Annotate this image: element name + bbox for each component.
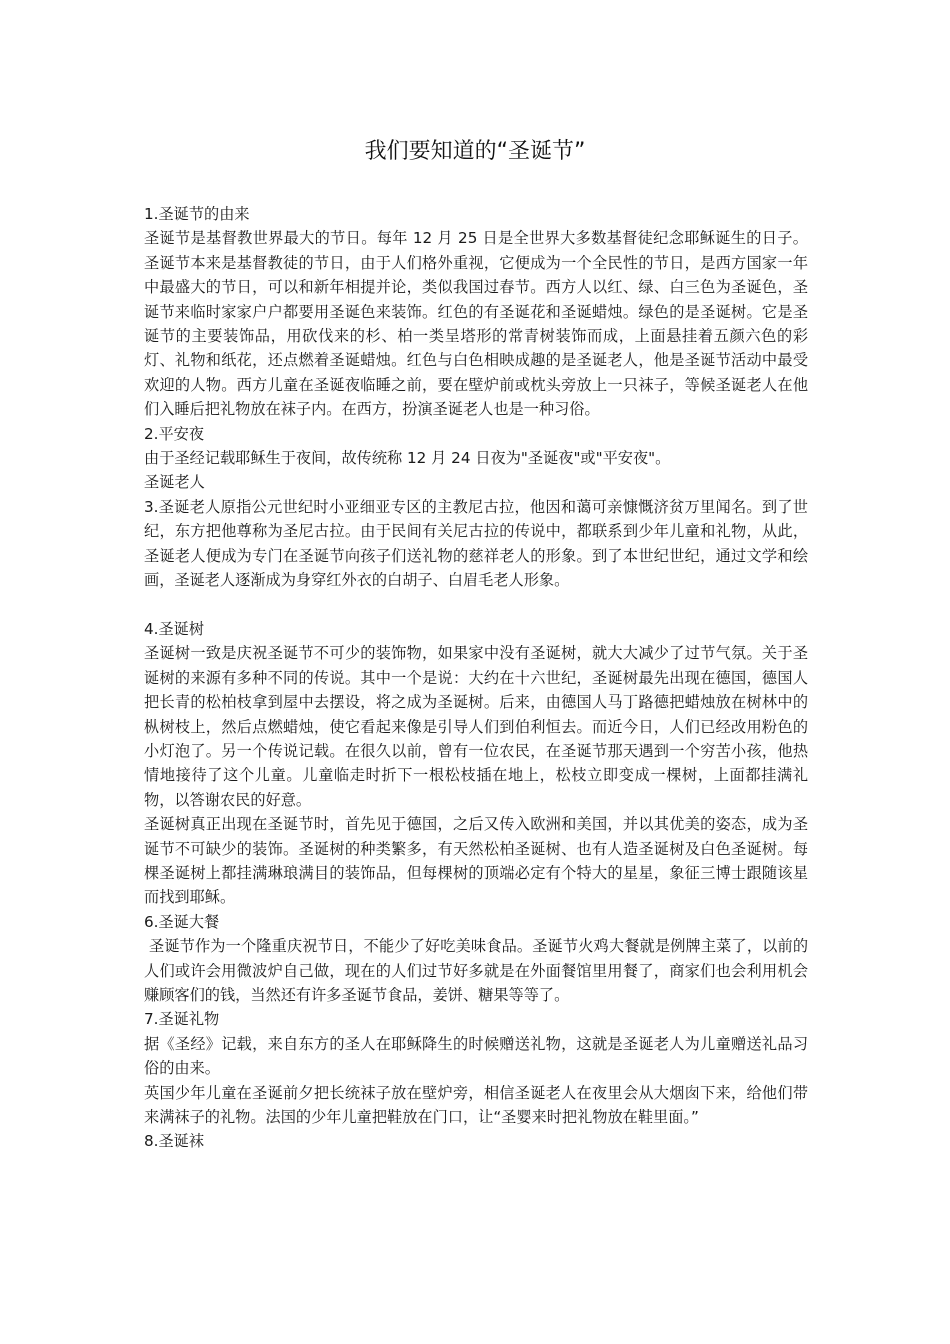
paragraph-silent-night: 由于圣经记载耶稣生于夜间，故传统称 12 月 24 日夜为"圣诞夜"或"平安夜"。 (144, 449, 671, 468)
heading-christmas-gifts: 7.圣诞礼物 (144, 1010, 220, 1029)
heading-origin: 1.圣诞节的由来 (144, 205, 250, 223)
blank-line (144, 593, 808, 617)
paragraph-christmas-tree-2: 圣诞树真正出现在圣诞节时，首先见于德国，之后又传入欧洲和美国，并以其优美的姿态，成为圣诞节不可缺少的装饰。圣诞树的种类繁多，有天然松柏圣诞树、也有人造圣诞树及白色圣诞树。每棵圣诞树上都挂满琳琅满目的装饰品，但每棵树的顶端必定有个特大的星星，象征三博士跟随该星而找到耶稣。 (144, 815, 808, 907)
paragraph-origin: 圣诞节是基督教世界最大的节日。每年 12 月 25 日是全世界大多数基督徒纪念耶稣诞生的日子。圣诞节本来是基督教徒的节日，由于人们格外重视，它便成为一个全民性的节日，是西方国家一年中最盛大的节日，可以和新年相提并论，类似我国过春节。西方人以红、绿、白三色为圣诞色，圣诞节来临时家家户户都要用圣诞色来装饰。红色的有圣诞花和圣诞蜡烛。绿色的是圣诞树。它是圣诞节的主要装饰品，用砍伐来的杉、柏一类呈塔形的常青树装饰而成，上面悬挂着五颜六色的彩灯、礼物和纸花，还点燃着圣诞蜡烛。红色与白色相映成趣的是圣诞老人，他是圣诞节活动中最受欢迎的人物。西方儿童在圣诞夜临睡之前，要在壁炉前或枕头旁放上一只袜子，等候圣诞老人在他们入睡后把礼物放在袜子内。在西方，扮演圣诞老人也是一种习俗。 (144, 229, 808, 419)
heading-christmas-dinner: 6.圣诞大餐 (144, 912, 220, 931)
heading-santa: 圣诞老人 (144, 473, 205, 492)
paragraph-santa: 3.圣诞老人原指公元世纪时小亚细亚专区的主教尼古拉，他因和蔼可亲慷慨济贫万里闻名。到了世纪，东方把他尊称为圣尼古拉。由于民间有关尼古拉的传说中，都联系到少年儿童和礼物，从此，圣诞老人便成为专门在圣诞节向孩子们送礼物的慈祥老人的形象。到了本世纪世纪，通过文学和绘画，圣诞老人逐渐成为身穿红外衣的白胡子、白眉毛老人形象。 (144, 497, 808, 590)
paragraph-christmas-dinner: 圣诞节作为一个隆重庆祝节日，不能少了好吃美味食品。圣诞节火鸡大餐就是例牌主菜了，以前的人们或许会用微波炉自己做，现在的人们过节好多就是在外面餐馆里用餐了，商家们也会利用机会赚顾客们的钱，当然还有许多圣诞节食品，姜饼、糖果等等了。 (144, 937, 809, 1004)
document-body (144, 202, 808, 1154)
paragraph-christmas-gifts-2: 英国少年儿童在圣诞前夕把长统袜子放在壁炉旁，相信圣诞老人在夜里会从大烟囱下来，给他们带来满袜子的礼物。法国的少年儿童把鞋放在门口，让“圣婴来时把礼物放在鞋里面。” (144, 1083, 808, 1127)
heading-christmas-tree: 4.圣诞树 (144, 619, 205, 638)
document-title: 我们要知道的“圣诞节” (364, 139, 586, 164)
heading-christmas-stocking: 8.圣诞袜 (144, 1132, 205, 1151)
paragraph-christmas-gifts-1: 据《圣经》记载，来自东方的圣人在耶稣降生的时候赠送礼物，这就是圣诞老人为儿童赠送礼品习俗的由来。 (144, 1034, 808, 1078)
paragraph-christmas-tree-1: 圣诞树一致是庆祝圣诞节不可少的装饰物，如果家中没有圣诞树，就大大减少了过节气氛。关于圣诞树的来源有多种不同的传说。其中一个是说：大约在十六世纪，圣诞树最先出现在德国，德国人把长青的松柏枝拿到屋中去摆设，将之成为圣诞树。后来，由德国人马丁路德把蜡烛放在树林中的枞树枝上，然后点燃蜡烛，使它看起来像是引导人们到伯利恒去。而近今日，人们已经改用粉色的小灯泡了。另一个传说记载。在很久以前，曾有一位农民，在圣诞节那天遇到一个穷苦小孩，他热情地接待了这个儿童。儿童临走时折下一根松枝插在地上，松枝立即变成一棵树，上面都挂满礼物，以答谢农民的好意。 (144, 644, 808, 809)
heading-silent-night: 2.平安夜 (144, 424, 205, 443)
